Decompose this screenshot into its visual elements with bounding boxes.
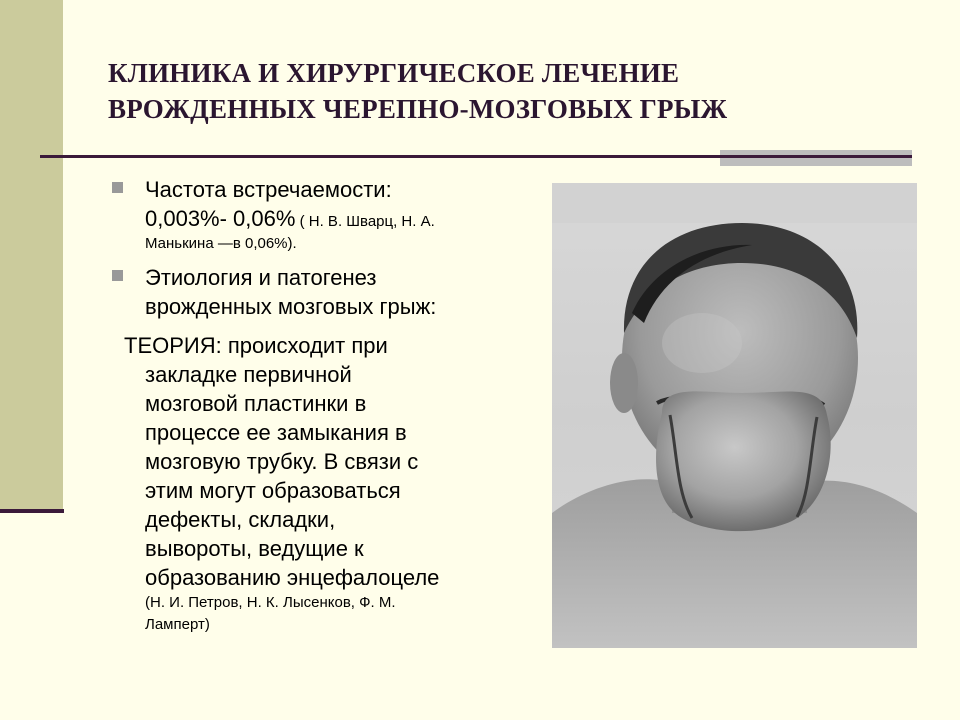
theory-citation: (Н. И. Петров, Н. К. Лысенков, Ф. М. <box>145 594 396 611</box>
theory-line: ТЕОРИЯ: происходит при <box>124 333 388 358</box>
bullet-frequency-value: 0,003%- 0,06% <box>145 206 296 231</box>
slide-content <box>108 175 528 636</box>
theory-line: закладке первичной <box>145 362 352 387</box>
theory-line: процессе ее замыкания в <box>145 420 407 445</box>
infant-with-encephalocele-photo-icon <box>552 183 917 648</box>
bullet-frequency <box>108 175 528 255</box>
title-line-2: ВРОЖДЕННЫХ ЧЕРЕПНО-МОЗГОВЫХ ГРЫЖ <box>108 94 728 124</box>
title-line-1: КЛИНИКА И ХИРУРГИЧЕСКОЕ ЛЕЧЕНИЕ <box>108 58 680 88</box>
bullet-etiology <box>108 263 528 321</box>
bullet-frequency-source-cont: Манькина —в 0,06%). <box>145 235 297 252</box>
theory-line: мозговую трубку. В связи с <box>145 449 419 474</box>
theory-line: образованию энцефалоцеле <box>145 565 440 590</box>
square-bullet-icon <box>112 270 123 281</box>
square-bullet-icon <box>112 182 123 193</box>
theory-paragraph <box>108 331 528 636</box>
theory-line: дефекты, складки, <box>145 507 336 532</box>
theory-line: этим могут образоваться <box>145 478 401 503</box>
title-accent-bar <box>720 150 912 166</box>
theory-citation-cont: Ламперт) <box>145 616 210 633</box>
slide-title <box>108 55 928 127</box>
side-bar-rule <box>0 509 64 513</box>
bullet-etiology-line-2: врожденных мозговых грыж: <box>145 294 437 319</box>
decorative-side-bar <box>0 0 63 511</box>
bullet-frequency-heading: Частота встречаемости: <box>145 177 392 202</box>
infant-photo <box>552 183 917 648</box>
theory-line: вывороты, ведущие к <box>145 536 364 561</box>
theory-line: мозговой пластинки в <box>145 391 367 416</box>
bullet-etiology-line-1: Этиология и патогенез <box>145 265 377 290</box>
bullet-frequency-source: ( Н. В. Шварц, Н. А. <box>295 213 435 230</box>
title-rule <box>40 155 912 158</box>
